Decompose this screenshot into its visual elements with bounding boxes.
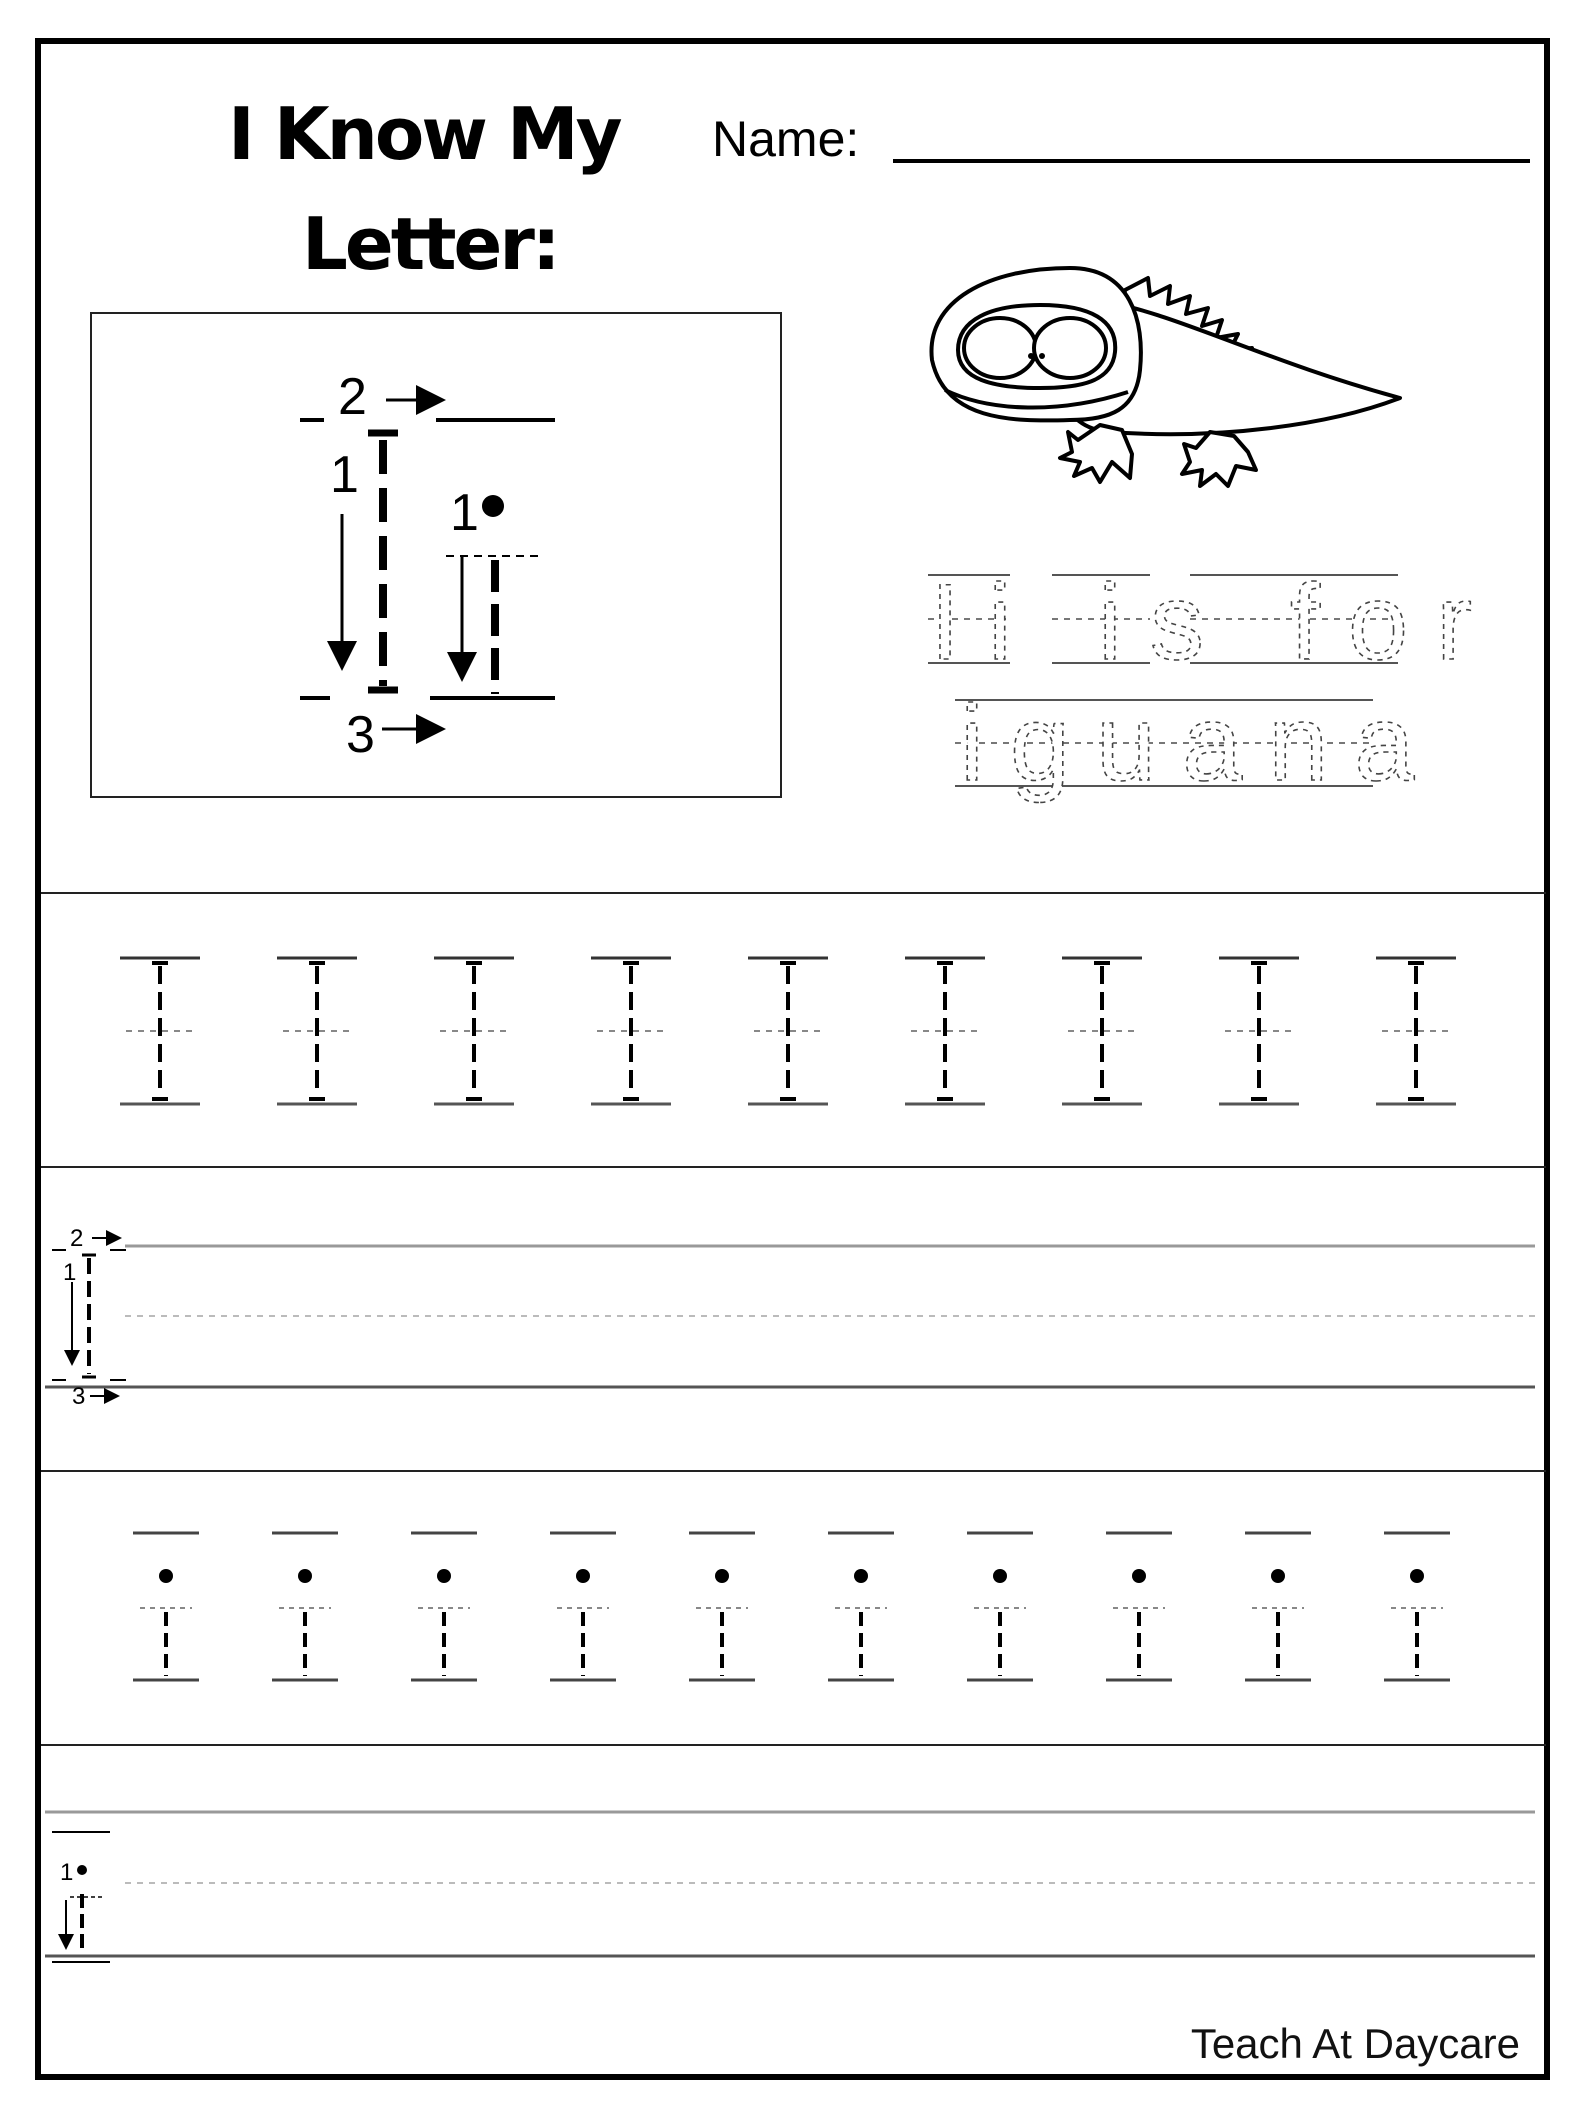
row-step-number-2: 2 — [70, 1225, 84, 1252]
name-label: Name: — [712, 111, 860, 167]
row-step-number-3: 3 — [72, 1383, 86, 1410]
caption-line-2: iguana — [960, 682, 1441, 803]
lowercase-step-number-1: 1 — [450, 484, 479, 542]
step-number-2: 2 — [338, 368, 367, 426]
row-step-number-1: 1 — [60, 1859, 74, 1886]
caption-line-1: Ii is for — [930, 561, 1501, 682]
step-number-1: 1 — [330, 446, 359, 504]
footer-credit: Teach At Daycare — [1190, 2020, 1520, 2067]
title-line-2: Letter: — [302, 202, 558, 286]
row-step-number-1: 1 — [63, 1259, 77, 1286]
step-number-3: 3 — [346, 706, 375, 764]
title-line-1: I Know My — [228, 92, 620, 176]
